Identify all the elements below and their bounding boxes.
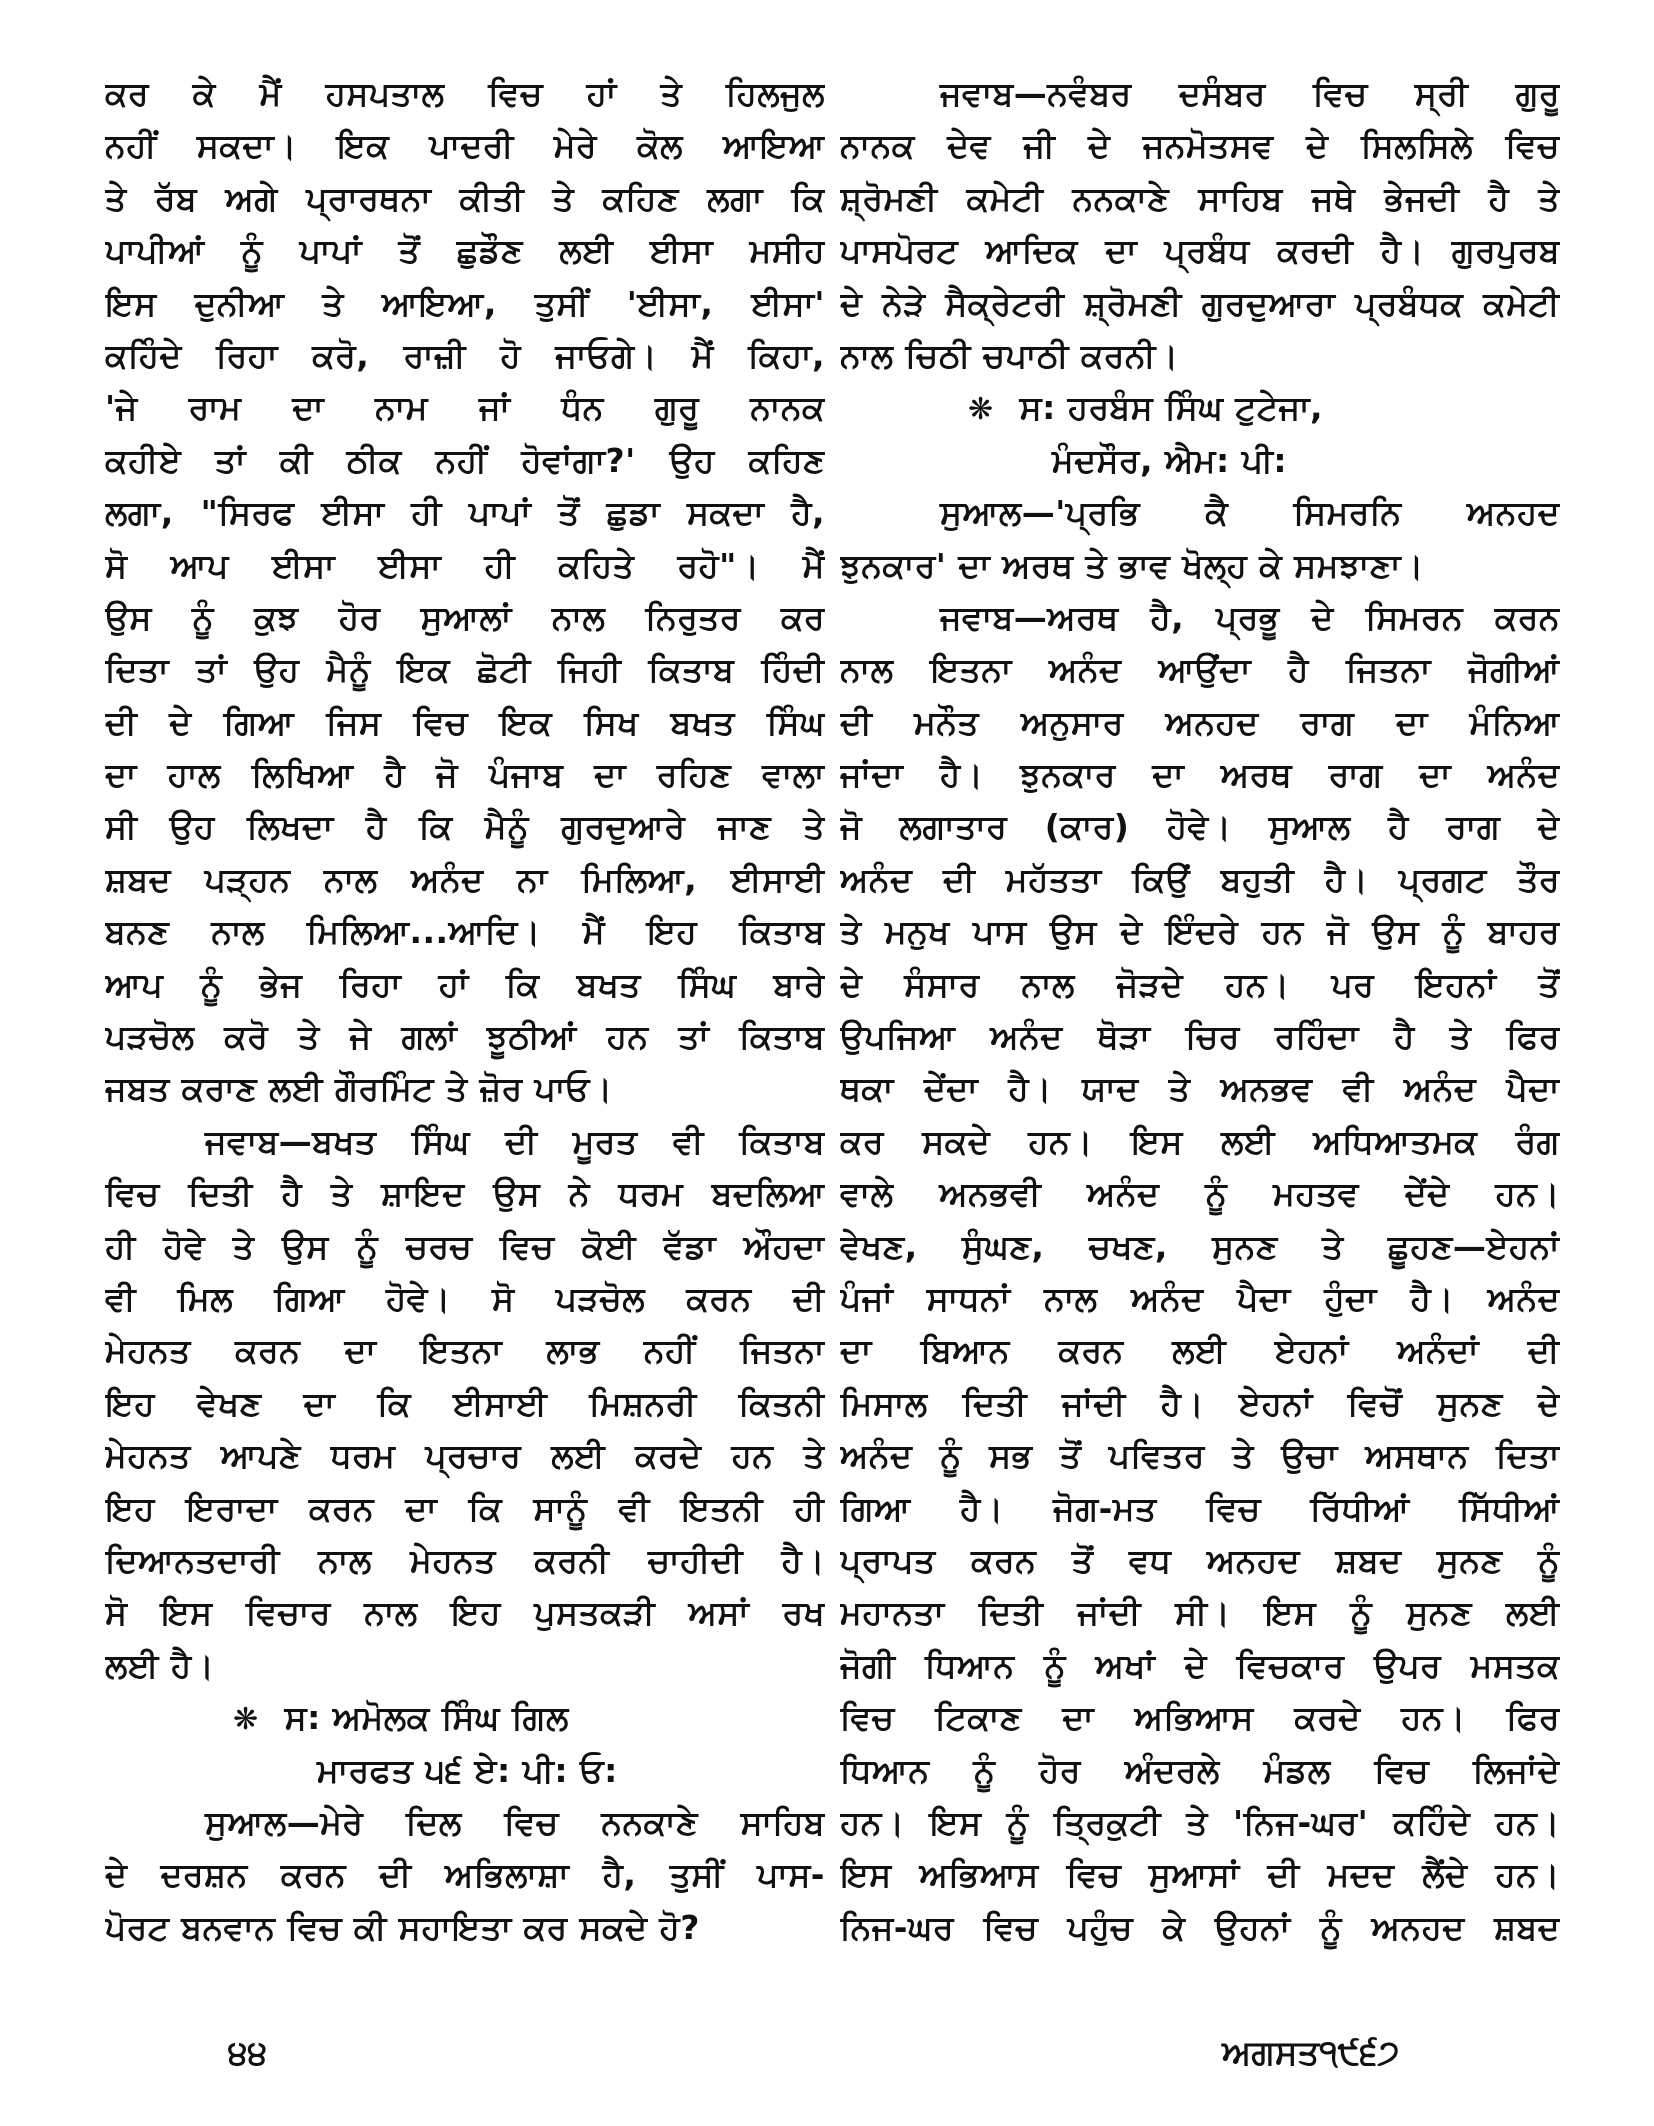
- text-line: ਇਸ ਦੁਨੀਆ ਤੇ ਆਇਆ, ਤੁਸੀਂ 'ਈਸਾ, ਈਸਾ': [105, 283, 825, 323]
- text-line: ਦਾ ਹਾਲ ਲਿਖਿਆ ਹੈ ਜੋ ਪੰਜਾਬ ਦਾ ਰਹਿਣ ਵਾਲਾ: [105, 755, 825, 795]
- text-line: ਇਹ ਵੇਖਣ ਦਾ ਕਿ ਈਸਾਈ ਮਿਸ਼ਨਰੀ ਕਿਤਨੀ: [105, 1383, 825, 1423]
- text-line: ਝੁਨਕਾਰ' ਦਾ ਅਰਥ ਤੇ ਭਾਵ ਖੋਲ੍ਹ ਕੇ ਸਮਝਾਣਾ।: [840, 545, 1424, 585]
- text-line: ਤੇ ਰੱਬ ਅਗੇ ਪ੍ਰਾਰਥਨਾ ਕੀਤੀ ਤੇ ਕਹਿਣ ਲਗਾ ਕਿ: [105, 178, 825, 218]
- text-line: ਪਾਪੀਆਂ ਨੂੰ ਪਾਪਾਂ ਤੋਂ ਛੁਡੌਣ ਲਈ ਈਸਾ ਮਸੀਹ: [105, 231, 825, 271]
- text-line: ਜੋ ਲਗਾਤਾਰ (ਕਾਰ) ਹੋਵੇ। ਸੁਆਲ ਹੈ ਰਾਗ ਦੇ: [840, 807, 1560, 847]
- text-line: ਵਿਚ ਦਿਤੀ ਹੈ ਤੇ ਸ਼ਾਇਦ ਉਸ ਨੇ ਧਰਮ ਬਦਲਿਆ: [105, 1174, 825, 1214]
- text-line: ਪੜਚੋਲ ਕਰੋ ਤੇ ਜੇ ਗਲਾਂ ਝੂਠੀਆਂ ਹਨ ਤਾਂ ਕਿਤਾਬ: [105, 1017, 825, 1057]
- text-line: ਹਨ। ਇਸ ਨੂੰ ਤ੍ਰਿਕੁਟੀ ਤੇ 'ਨਿਜ-ਘਰ' ਕਹਿੰਦੇ ਹਨ।: [840, 1802, 1560, 1842]
- text-line: ਇਹ ਇਰਾਦਾ ਕਰਨ ਦਾ ਕਿ ਸਾਨੂੰ ਵੀ ਇਤਨੀ ਹੀ: [105, 1488, 825, 1528]
- questioner-name: [105, 1692, 825, 1744]
- questioner-name-text: ਸ: ਹਰਬੰਸ ਸਿੰਘ ਟੁਟੇਜਾ,: [1019, 388, 1324, 428]
- text-line: ਪੋਰਟ ਬਨਵਾਨ ਵਿਚ ਕੀ ਸਹਾਇਤਾ ਕਰ ਸਕਦੇ ਹੋ?: [105, 1907, 700, 1947]
- text-line: ਦੀ ਦੇ ਗਿਆ ਜਿਸ ਵਿਚ ਇਕ ਸਿਖ ਬਖਤ ਸਿੰਘ: [105, 702, 825, 742]
- text-line: ਜਬਤ ਕਰਾਣ ਲਈ ਗੌਰਮਿੰਟ ਤੇ ਜ਼ੋਰ ਪਾਓ।: [105, 1069, 613, 1109]
- text-line: ਗਿਆ ਹੈ। ਜੋਗ-ਮਤ ਵਿਚ ਰਿੱਧੀਆਂ ਸਿੱਧੀਆਂ: [840, 1488, 1560, 1528]
- question-line: ਸੁਆਲ—'ਪ੍ਰਭਿ ਕੈ ਸਿਮਰਨਿ ਅਨਹਦ: [940, 493, 1560, 533]
- answer-heading-line: ਜਵਾਬ—ਨਵੰਬਰ ਦਸੰਬਰ ਵਿਚ ਸ੍ਰੀ ਗੁਰੂ: [940, 74, 1560, 113]
- text-line: ਨਹੀਂ ਸਕਦਾ। ਇਕ ਪਾਦਰੀ ਮੇਰੇ ਕੋਲ ਆਇਆ: [105, 126, 825, 166]
- text-line: ਨਾਲ ਚਿਠੀ ਚਪਾਠੀ ਕਰਨੀ।: [840, 335, 1179, 375]
- questioner-address: ਮੰਦਸੌਰ, ਐਮ: ਪੀ:: [1052, 440, 1288, 480]
- text-line: ਨਾਨਕ ਦੇਵ ਜੀ ਦੇ ਜਨਮੋਤਸਵ ਦੇ ਸਿਲਸਿਲੇ ਵਿਚ: [840, 126, 1560, 166]
- text-line: ਨਾਲ ਇਤਨਾ ਅਨੰਦ ਆਉਂਦਾ ਹੈ ਜਿਤਨਾ ਜੋਗੀਆਂ: [840, 650, 1560, 690]
- text-line: ਮੇਹਨਤ ਕਰਨ ਦਾ ਇਤਨਾ ਲਾਭ ਨਹੀਂ ਜਿਤਨਾ: [105, 1331, 825, 1371]
- text-line: ਕਰ ਸਕਦੇ ਹਨ। ਇਸ ਲਈ ਅਧਿਆਤਮਕ ਰੰਗ: [840, 1121, 1560, 1161]
- text-line: ਉਪਜਿਆ ਅਨੰਦ ਥੋੜਾ ਚਿਰ ਰਹਿੰਦਾ ਹੈ ਤੇ ਫਿਰ: [840, 1017, 1560, 1057]
- text-line: ਤੇ ਮਨੁਖ ਪਾਸ ਉਸ ਦੇ ਇੰਦਰੇ ਹਨ ਜੋ ਉਸ ਨੂੰ ਬਾਹਰ: [840, 912, 1560, 952]
- text-line: ਹੀ ਹੋਵੇ ਤੇ ਉਸ ਨੂੰ ਚਰਚ ਵਿਚ ਕੋਈ ਵੱਡਾ ਔਹਦਾ: [105, 1226, 825, 1266]
- text-line: ਸ਼ਬਦ ਪੜ੍ਹਨ ਨਾਲ ਅਨੰਦ ਨਾ ਮਿਲਿਆ, ਈਸਾਈ: [105, 859, 825, 899]
- right-column: [840, 68, 1560, 1954]
- text-line: ਦਿਤਾ ਤਾਂ ਉਹ ਮੈਨੂੰ ਇਕ ਛੋਟੀ ਜਿਹੀ ਕਿਤਾਬ ਹਿੰਦੀ: [105, 650, 825, 690]
- text-line: ਲਈ ਹੈ।: [105, 1645, 215, 1685]
- text-line: ਸੋ ਆਪ ਈਸਾ ਈਸਾ ਹੀ ਕਹਿਤੇ ਰਹੋ"। ਮੈਂ: [105, 545, 825, 585]
- text-line: ਜੋਗੀ ਧਿਆਨ ਨੂੰ ਅਖਾਂ ਦੇ ਵਿਚਕਾਰ ਉਪਰ ਮਸਤਕ: [840, 1645, 1560, 1685]
- text-line: ਦੇ ਨੇੜੇ ਸੈਕ੍ਰੇਟਰੀ ਸ਼੍ਰੋਮਣੀ ਗੁਰਦੁਆਰਾ ਪ੍ਰਬੰਧਕ ਕਮੇਟੀ: [840, 283, 1560, 323]
- text-line: ਮਿਸਾਲ ਦਿਤੀ ਜਾਂਦੀ ਹੈ। ਏਹਨਾਂ ਵਿਚੋਂ ਸੁਨਣ ਦੇ: [840, 1383, 1560, 1423]
- text-line: ਜਾਂਦਾ ਹੈ। ਝੁਨਕਾਰ ਦਾ ਅਰਥ ਰਾਗ ਦਾ ਅਨੰਦ: [840, 755, 1560, 795]
- text-line: ਪਾਸਪੋਰਟ ਆਦਿਕ ਦਾ ਪ੍ਰਬੰਧ ਕਰਦੀ ਹੈ। ਗੁਰਪੁਰਬ: [840, 231, 1560, 271]
- text-line: ਦੇ ਦਰਸ਼ਨ ਕਰਨ ਦੀ ਅਭਿਲਾਸ਼ਾ ਹੈ, ਤੁਸੀਂ ਪਾਸ-: [105, 1855, 825, 1895]
- answer-heading-line: ਜਵਾਬ—ਅਰਥ ਹੈ, ਪ੍ਰਭੂ ਦੇ ਸਿਮਰਨ ਕਰਨ: [940, 597, 1560, 637]
- text-line: ਵਿਚ ਟਿਕਾਣ ਦਾ ਅਭਿਆਸ ਕਰਦੇ ਹਨ। ਫਿਰ: [840, 1698, 1560, 1738]
- text-line: ਵੇਖਣ, ਸੁੰਘਣ, ਚਖਣ, ਸੁਨਣ ਤੇ ਛੂਹਣ—ਏਹਨਾਂ: [840, 1226, 1560, 1266]
- asterisk-flower-icon: ❋: [968, 392, 994, 428]
- text-line: ਦੀ ਮਨੌਤ ਅਨੁਸਾਰ ਅਨਹਦ ਰਾਗ ਦਾ ਮੰਨਿਆ: [840, 702, 1560, 742]
- text-line: ਉਸ ਨੂੰ ਕੁਝ ਹੋਰ ਸੁਆਲਾਂ ਨਾਲ ਨਿਰੁਤਰ ਕਰ: [105, 597, 825, 637]
- text-line: ਦੇ ਸੰਸਾਰ ਨਾਲ ਜੋੜਦੇ ਹਨ। ਪਰ ਇਹਨਾਂ ਤੋਂ: [840, 964, 1560, 1004]
- questioner-name: [840, 382, 1560, 434]
- text-line: ਨਿਜ-ਘਰ ਵਿਚ ਪਹੁੰਚ ਕੇ ਉਹਨਾਂ ਨੂੰ ਅਨਹਦ ਸ਼ਬਦ: [840, 1907, 1560, 1947]
- text-line: ਕਹੀਏ ਤਾਂ ਕੀ ਠੀਕ ਨਹੀਂ ਹੋਵਾਂਗਾ?' ਉਹ ਕਹਿਣ: [105, 440, 825, 480]
- text-line: ਧਿਆਨ ਨੂੰ ਹੋਰ ਅੰਦਰਲੇ ਮੰਡਲ ਵਿਚ ਲਿਜਾਂਦੇ: [840, 1750, 1560, 1790]
- asterisk-flower-icon: ❋: [233, 1702, 259, 1738]
- text-line: ਕਰ ਕੇ ਮੈਂ ਹਸਪਤਾਲ ਵਿਚ ਹਾਂ ਤੇ ਹਿਲਜੁਲ: [105, 74, 825, 113]
- text-line: ਥਕਾ ਦੇਂਦਾ ਹੈ। ਯਾਦ ਤੇ ਅਨਭਵ ਵੀ ਅਨੰਦ ਪੈਦਾ: [840, 1069, 1560, 1109]
- text-line: ਆਪ ਨੂੰ ਭੇਜ ਰਿਹਾ ਹਾਂ ਕਿ ਬਖਤ ਸਿੰਘ ਬਾਰੇ: [105, 964, 825, 1004]
- left-column: [105, 68, 825, 1954]
- text-line: ਇਸ ਅਭਿਆਸ ਵਿਚ ਸੁਆਸਾਂ ਦੀ ਮਦਦ ਲੈਂਦੇ ਹਨ।: [840, 1855, 1560, 1895]
- answer-heading-line: ਜਵਾਬ—ਬਖਤ ਸਿੰਘ ਦੀ ਮੂਰਤ ਵੀ ਕਿਤਾਬ: [205, 1121, 825, 1161]
- text-line: ਲਗਾ, "ਸਿਰਫ ਈਸਾ ਹੀ ਪਾਪਾਂ ਤੋਂ ਛੁਡਾ ਸਕਦਾ ਹੈ,: [105, 493, 825, 533]
- text-line: ਦਿਆਨਤਦਾਰੀ ਨਾਲ ਮੇਹਨਤ ਕਰਨੀ ਚਾਹੀਦੀ ਹੈ।: [105, 1540, 825, 1580]
- text-line: ਸੋ ਇਸ ਵਿਚਾਰ ਨਾਲ ਇਹ ਪੁਸਤਕੜੀ ਅਸਾਂ ਰਖ: [105, 1593, 825, 1633]
- questioner-address: ਮਾਰਫਤ ੫੬ ਏ: ਪੀ: ਓ:: [317, 1750, 618, 1790]
- text-line: ਕਹਿੰਦੇ ਰਿਹਾ ਕਰੋ, ਰਾਜ਼ੀ ਹੋ ਜਾਓਗੇ। ਮੈਂ ਕਿਹਾ,: [105, 335, 825, 375]
- text-line: ਅਨੰਦ ਨੂੰ ਸਭ ਤੋਂ ਪਵਿਤਰ ਤੇ ਉਚਾ ਅਸਥਾਨ ਦਿਤਾ: [840, 1436, 1560, 1476]
- text-line: ਦਾ ਬਿਆਨ ਕਰਨ ਲਈ ਏਹਨਾਂ ਅਨੰਦਾਂ ਦੀ: [840, 1331, 1560, 1371]
- question-line: ਸੁਆਲ—ਮੇਰੇ ਦਿਲ ਵਿਚ ਨਨਕਾਣੇ ਸਾਹਿਬ: [205, 1802, 825, 1842]
- text-line: 'ਜੇ ਰਾਮ ਦਾ ਨਾਮ ਜਾਂ ਧੰਨ ਗੁਰੂ ਨਾਨਕ: [105, 388, 825, 428]
- text-line: ਮਹਾਨਤਾ ਦਿਤੀ ਜਾਂਦੀ ਸੀ। ਇਸ ਨੂੰ ਸੁਨਣ ਲਈ: [840, 1593, 1560, 1633]
- text-line: ਵੀ ਮਿਲ ਗਿਆ ਹੋਵੇ। ਸੋ ਪੜਚੋਲ ਕਰਨ ਦੀ: [105, 1278, 825, 1318]
- text-line: ਸੀ ਉਹ ਲਿਖਦਾ ਹੈ ਕਿ ਮੈਨੂੰ ਗੁਰਦੁਆਰੇ ਜਾਣ ਤੇ: [105, 807, 825, 847]
- page-number: ੪੪: [228, 2033, 268, 2073]
- questioner-name-text: ਸ: ਅਮੋਲਕ ਸਿੰਘ ਗਿਲ: [284, 1698, 569, 1738]
- text-line: ਵਾਲੇ ਅਨਭਵੀ ਅਨੰਦ ਨੂੰ ਮਹਤਵ ਦੇਂਦੇ ਹਨ।: [840, 1174, 1560, 1214]
- text-line: ਪੰਜਾਂ ਸਾਧਨਾਂ ਨਾਲ ਅਨੰਦ ਪੈਦਾ ਹੁੰਦਾ ਹੈ। ਅਨੰਦ: [840, 1278, 1560, 1318]
- text-line: ਅਨੰਦ ਦੀ ਮਹੱਤਤਾ ਕਿਉਂ ਬਹੁਤੀ ਹੈ। ਪ੍ਰਗਟ ਤੌਰ: [840, 859, 1560, 899]
- text-line: ਬਨਣ ਨਾਲ ਮਿਲਿਆ...ਆਦਿ। ਮੈਂ ਇਹ ਕਿਤਾਬ: [105, 912, 825, 952]
- issue-date: ਅਗਸਤ੧੯੬੭: [1222, 2033, 1400, 2073]
- text-line: ਮੇਹਨਤ ਆਪਣੇ ਧਰਮ ਪ੍ਰਚਾਰ ਲਈ ਕਰਦੇ ਹਨ ਤੇ: [105, 1436, 825, 1476]
- text-line: ਸ਼੍ਰੋਮਣੀ ਕਮੇਟੀ ਨਨਕਾਣੇ ਸਾਹਿਬ ਜਥੇ ਭੇਜਦੀ ਹੈ ਤੇ: [840, 178, 1560, 218]
- text-line: ਪ੍ਰਾਪਤ ਕਰਨ ਤੋਂ ਵਧ ਅਨਹਦ ਸ਼ਬਦ ਸੁਨਣ ਨੂੰ: [840, 1540, 1560, 1580]
